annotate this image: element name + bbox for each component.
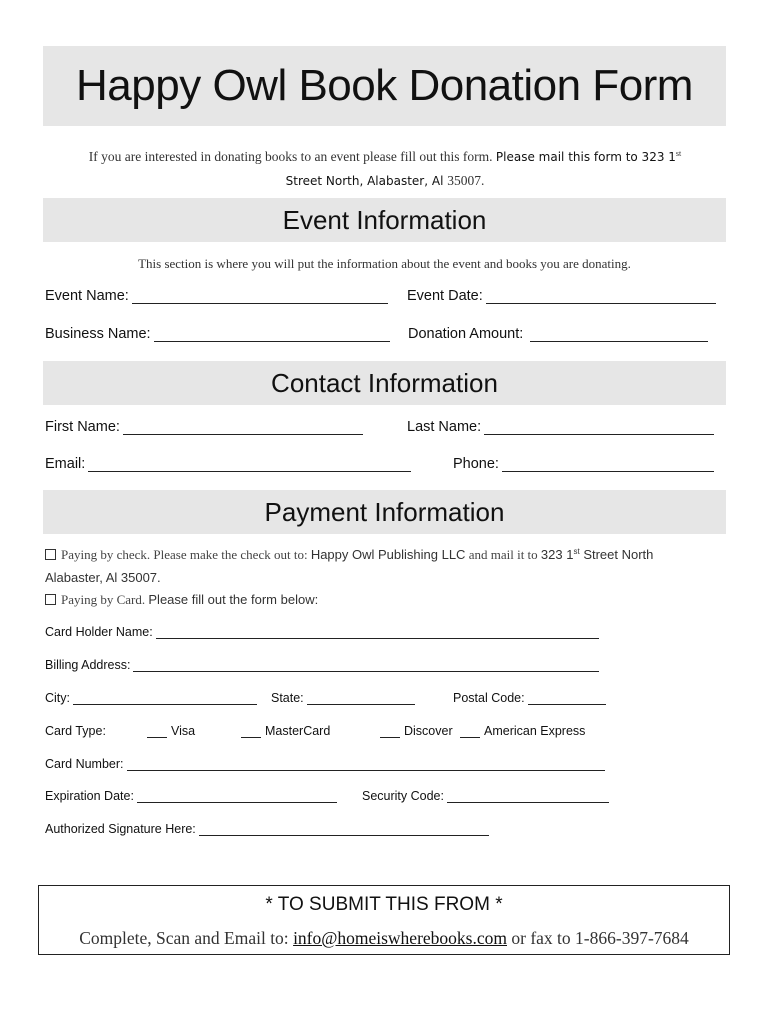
- contact-section-heading: Contact Information: [43, 361, 726, 405]
- check-checkbox[interactable]: [45, 549, 56, 560]
- discover-label: Discover: [404, 724, 453, 738]
- card-instructions: Please fill out the form below:: [148, 592, 319, 607]
- submit-instructions: [39, 928, 729, 949]
- event-section-heading: Event Information: [43, 198, 726, 242]
- billing-address-line[interactable]: [133, 659, 599, 672]
- check-mid: and mail it to: [465, 547, 541, 562]
- last-name-line[interactable]: [484, 420, 714, 435]
- form-title: Happy Owl Book Donation Form: [43, 46, 726, 126]
- card-holder-line[interactable]: [156, 626, 599, 639]
- visa-label: Visa: [171, 724, 196, 738]
- check-address-1: 323 1: [540, 547, 574, 562]
- check-text: Paying by check. Please make the check out to:: [61, 547, 311, 562]
- pay-by-card-option[interactable]: [45, 592, 318, 608]
- intro-period: .: [480, 173, 485, 188]
- card-text: Paying by Card.: [61, 592, 149, 607]
- signature-field[interactable]: [45, 822, 489, 836]
- event-date-label: Event Date:: [407, 288, 483, 304]
- email-label: Email:: [45, 456, 86, 472]
- billing-address-field[interactable]: [45, 658, 599, 672]
- last-name-label: Last Name:: [407, 419, 482, 435]
- postal-code-line[interactable]: [528, 692, 606, 705]
- card-number-line[interactable]: [127, 758, 605, 771]
- intro-sup: st: [675, 149, 682, 158]
- submit-title: * TO SUBMIT THIS FROM *: [265, 894, 503, 915]
- business-name-field[interactable]: [45, 326, 390, 342]
- state-label: State:: [271, 691, 304, 705]
- check-address-2: Street North: [579, 547, 654, 562]
- event-date-field[interactable]: [407, 288, 716, 304]
- card-holder-label: Card Holder Name:: [45, 625, 153, 639]
- email-field[interactable]: [45, 456, 411, 472]
- phone-field[interactable]: [453, 456, 714, 472]
- last-name-field[interactable]: [407, 419, 714, 435]
- mastercard-label: MasterCard: [265, 724, 331, 738]
- security-code-line[interactable]: [447, 790, 609, 803]
- event-name-field[interactable]: [45, 288, 388, 304]
- payment-section-heading: Payment Information: [43, 490, 726, 534]
- intro-zip: 35007: [447, 173, 481, 188]
- email-line[interactable]: [88, 457, 411, 472]
- billing-address-label: Billing Address:: [45, 658, 131, 672]
- submit-box: [38, 885, 730, 955]
- card-number-field[interactable]: [45, 757, 605, 771]
- submit-email-link[interactable]: info@homeiswherebooks.com: [293, 928, 507, 948]
- mastercard-option[interactable]: [241, 724, 330, 738]
- state-line[interactable]: [307, 692, 415, 705]
- amex-label: American Express: [484, 724, 586, 738]
- donation-amount-line[interactable]: [530, 327, 708, 342]
- check-company: Happy Owl Publishing LLC: [310, 547, 466, 562]
- event-name-label: Event Name:: [45, 288, 129, 304]
- security-code-label: Security Code:: [362, 789, 444, 803]
- phone-label: Phone:: [453, 456, 499, 472]
- business-name-label: Business Name:: [45, 326, 151, 342]
- security-code-field[interactable]: [362, 789, 609, 803]
- check-address-line: Alabaster, Al 35007.: [45, 570, 161, 585]
- submit-prefix: Complete, Scan and Email to:: [79, 928, 294, 948]
- discover-option[interactable]: [380, 724, 453, 738]
- first-name-label: First Name:: [45, 419, 120, 435]
- event-date-line[interactable]: [486, 289, 716, 304]
- city-line[interactable]: [73, 692, 257, 705]
- intro-paragraph: [60, 142, 710, 193]
- expiration-date-line[interactable]: [137, 790, 337, 803]
- postal-code-field[interactable]: [453, 691, 606, 705]
- card-type-label: Card Type:: [45, 724, 106, 738]
- first-name-line[interactable]: [123, 420, 363, 435]
- submit-suffix: or fax to 1-866-397-7684: [507, 928, 689, 948]
- donation-amount-label: Donation Amount:: [408, 326, 524, 342]
- card-type-label-wrap: [45, 724, 106, 738]
- intro-address: Street North, Alabaster, Al: [285, 174, 448, 188]
- phone-line[interactable]: [502, 457, 714, 472]
- check-sup: st: [573, 547, 580, 556]
- mastercard-blank[interactable]: [241, 726, 261, 738]
- city-field[interactable]: [45, 691, 257, 705]
- donation-amount-field[interactable]: [408, 326, 708, 342]
- signature-label: Authorized Signature Here:: [45, 822, 196, 836]
- amex-blank[interactable]: [460, 726, 480, 738]
- visa-option[interactable]: [147, 724, 195, 738]
- expiration-date-label: Expiration Date:: [45, 789, 134, 803]
- business-name-line[interactable]: [154, 327, 390, 342]
- discover-blank[interactable]: [380, 726, 400, 738]
- card-holder-field[interactable]: [45, 625, 599, 639]
- intro-text: If you are interested in donating books to an event please fill out this form.: [88, 149, 496, 164]
- card-number-label: Card Number:: [45, 757, 124, 771]
- postal-code-label: Postal Code:: [453, 691, 525, 705]
- first-name-field[interactable]: [45, 419, 363, 435]
- pay-by-check-option[interactable]: [45, 547, 653, 563]
- city-label: City:: [45, 691, 70, 705]
- expiration-date-field[interactable]: [45, 789, 337, 803]
- intro-mail-text: Please mail this form to 323 1: [495, 150, 676, 164]
- event-name-line[interactable]: [132, 289, 388, 304]
- amex-option[interactable]: [460, 724, 585, 738]
- event-section-note: This section is where you will put the information about the event and books you are donating.: [138, 256, 631, 271]
- signature-line[interactable]: [199, 823, 489, 836]
- state-field[interactable]: [271, 691, 415, 705]
- visa-blank[interactable]: [147, 726, 167, 738]
- card-checkbox[interactable]: [45, 594, 56, 605]
